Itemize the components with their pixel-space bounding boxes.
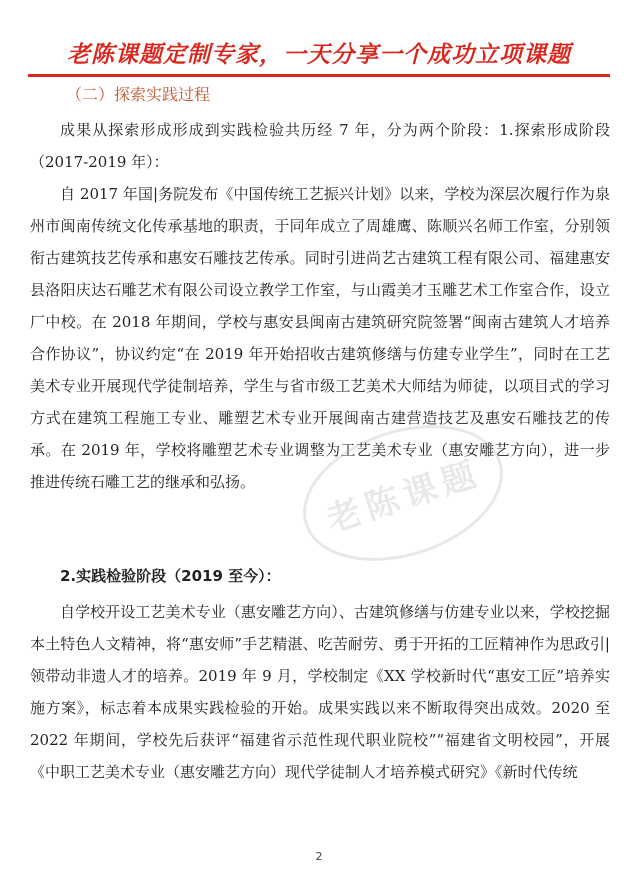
stage-two-heading: 2.实践检验阶段（2019 至今）： (60, 567, 281, 585)
paragraph-stage-one: 自 2017 年国|务院发布《中国传统工艺振兴计划》以来，学校为深层次履行作为泉州市闽南传统文化传承基地的职责，于同年成立了周雄鹰、陈顺兴名师工作室，分别领衔古建筑技艺传承和惠安石雕技艺传承。同时引进尚艺古建筑工程有限公司、福建惠安县洛阳庆达石雕艺术有限公司设立教学工作室，与山霞美才玉雕艺术工作室合作，设立厂中校。在 2018 年期间，学校与惠安县闽南古建筑研究院签署“闽南古建筑人才培养合作协议”，协议约定“在 2019 年开始招收古建筑修缮与仿建专业学生”，同时在工艺美术专业开展现代学徒制培养，学生与省市级工艺美术大师结为师徒，以项目式的学习方式在建筑工程施工专业、雕塑艺术专业开展闽南古建营造技艺及惠安石雕技艺的传承。在 2019 年，学校将雕塑艺术专业调整为工艺美术专业（惠安雕艺方向），进一步推进传统石雕工艺的继承和弘扬。 (30, 185, 610, 491)
watermark-text: 老陈课题 (321, 452, 487, 541)
section-heading: （二）探索实践过程 (66, 85, 211, 104)
paragraph-stage-two: 自学校开设工艺美术专业（惠安雕艺方向）、古建筑修缮与仿建专业以来，学校挖掘本土特色人文精神，将“惠安师”手艺精湛、吃苦耐劳、勇于开拓的工匠精神作为思政引|领带动非遗人才的培养。2019 年 9 月，学校制定《XX 学校新时代“惠安工匠”培养实施方案》，标志着本成果实践检验的开始。成果实践以来不断取得突出成效。2020 至 2022 年期间，学校先后获评“福建省示范性现代职业院校”“福建省文明校园”，开展《中职工艺美术专业（惠安雕艺方向）现代学徒制人才培养模式研究》《新时代传统 (30, 603, 610, 781)
page-number: 2 (315, 850, 323, 863)
header-banner (0, 36, 638, 74)
banner-title: 老陈课题定制专家，一天分享一个成功立项课题 (67, 42, 571, 68)
banner-divider (28, 74, 610, 77)
paragraph-intro: 成果从探索形成形成到实践检验共历经 7 年，分为两个阶段：1.探索形成阶段（2017-2019 年）： (30, 121, 610, 171)
